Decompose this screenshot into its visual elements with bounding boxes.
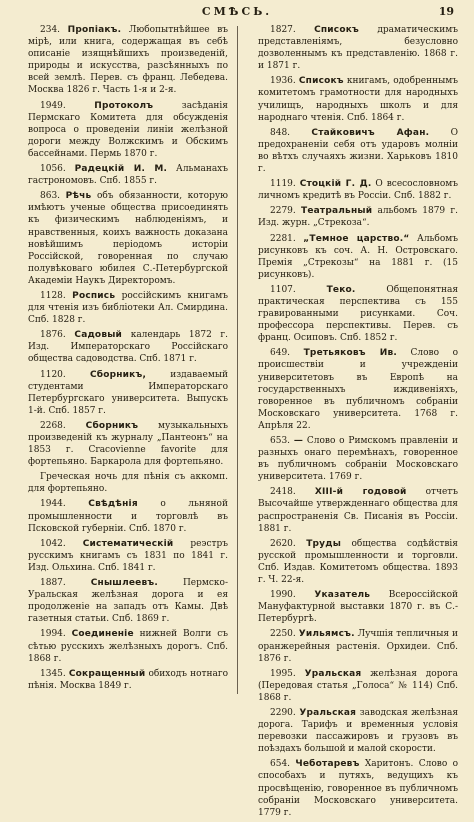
entry-number: 653. (270, 436, 291, 446)
entry-number: 1120. (40, 369, 66, 380)
left-column (28, 24, 228, 695)
entry-text: реэстръ русскимъ книгамъ съ 1831 по 1841 г. Изд. Ольхина. Спб. 1841 г. (28, 538, 228, 573)
entry-heading: XIII-й годовой (314, 487, 407, 498)
catalog-entry (258, 284, 458, 344)
catalog-entry (28, 329, 228, 365)
entry-text: издаваемый студентами Императорскаго Петербургскаго университета. Выпускъ 1-й. Спб. 1857 г. (28, 369, 228, 416)
catalog-entry (28, 498, 228, 534)
entry-heading: Списокъ (314, 25, 359, 35)
entry-text: Всероссійской Мануфактурной выставки 1870 г. въ С.-Петербургѣ. (258, 590, 458, 625)
catalog-entry (28, 628, 228, 664)
entry-number: 1119. (270, 179, 296, 190)
entry-heading: Сборникъ, (89, 369, 147, 380)
entry-heading: Систематическій (82, 538, 174, 549)
catalog-entry (258, 628, 458, 664)
entry-heading: Списокъ (298, 76, 344, 87)
entry-number: 1107. (270, 284, 296, 295)
entry-heading: „Темное царство.“ (303, 233, 410, 244)
entry-heading: Уильямсъ. (298, 629, 355, 640)
entry-heading: Сборникъ (85, 420, 139, 431)
entry-heading: Сокращенный (68, 668, 146, 679)
entry-heading: — (293, 436, 304, 446)
entry-number: 1994. (40, 629, 66, 640)
entry-text: о льняной промышленности и торговлѣ въ Псковской губерніи. Спб. 1870 г. (28, 499, 228, 534)
entry-text: обиходъ нотнаго пѣнія. Москва 1849 г. (28, 668, 228, 691)
entry-heading: Роспись (72, 290, 116, 301)
entry-heading: Указатель (314, 590, 371, 601)
page-title: СМѢСЬ. (201, 5, 273, 18)
entry-number: 2268. (40, 420, 66, 431)
entry-heading: Протоколъ (94, 100, 154, 111)
column-divider (237, 26, 238, 694)
catalog-entry (28, 190, 228, 287)
catalog-entry (258, 233, 458, 281)
catalog-entry (28, 471, 228, 495)
catalog-entry (258, 75, 458, 123)
right-column (258, 24, 458, 822)
catalog-entry (258, 758, 458, 818)
entry-heading: Труды (306, 538, 342, 549)
catalog-entry (258, 589, 458, 625)
catalog-entry (258, 486, 458, 534)
entry-text: музыкальныхъ произведеній къ журналу „Пантеонъ“ на 1853 г. Cracovienne favorite для фортепьяно. Баркарола для фортепьяно. (28, 420, 228, 468)
entry-number: 863. (40, 191, 61, 202)
page-header (0, 5, 474, 21)
entry-number: 1949. (40, 100, 66, 111)
entry-text: О предохраненіи себя отъ ударовъ молніи во вѣтхъ случаяхъ жизни. Харьковъ 1810 г. (258, 127, 458, 175)
entry-number: 1827. (270, 25, 296, 35)
catalog-entry (28, 24, 228, 97)
catalog-entry (258, 435, 458, 483)
entry-number: 2250. (270, 629, 296, 640)
entry-text: Пермско-Уральская желѣзная дорога и ея продолженіе на западъ отъ Камы. Двѣ газетныя статьи. Спб. 1869 г. (28, 578, 228, 625)
catalog-entry (28, 369, 228, 417)
catalog-entry (258, 347, 458, 432)
entry-number: 848. (270, 127, 291, 138)
entry-heading: Радецкій И. М. (74, 164, 168, 175)
entry-heading: Рѣчь (65, 191, 92, 202)
entry-text: Слово о происшествіи и учрежденіи университетовъ въ Европѣ на государственныхъ иждивеніяхъ, говоренное въ публичномъ собраніи Московскаго университета. 1768 г. Апрѣля 22. (258, 348, 458, 431)
entry-heading: Театральный (301, 206, 373, 217)
entry-text: календарь 1872 г. Изд. Императорскаго Россійскаго общества садоводства. Спб. 1871 г. (28, 330, 228, 365)
entry-number: 2290. (270, 707, 296, 718)
entry-heading: Пропіакъ. (67, 25, 122, 35)
entry-number: 1128. (40, 290, 66, 301)
entry-text: заводская желѣзная дорога. Тарифъ и временныя условія перевозки пассажировъ и грузовъ въ поѣздахъ большой и малой скорости. (258, 707, 458, 755)
entry-number: 1995. (270, 668, 296, 679)
entry-text: Слово о Римскомъ правленіи и разныхъ онаго перемѣнахъ, говоренное въ публичномъ собраніи Московскаго университета. 1769 г. (258, 436, 458, 483)
entry-number: 2418. (270, 487, 296, 498)
entry-heading: Чеботаревъ (295, 759, 360, 770)
entry-number: 654. (270, 759, 291, 770)
entry-heading: Уральская (299, 707, 357, 718)
entry-number: 1936. (270, 76, 296, 87)
entry-text: Греческая ночь для пѣнія съ аккомп. для фортепьяно. (28, 472, 228, 495)
catalog-entry (28, 420, 228, 468)
entry-text: объ обязанности, которую имѣютъ ученые общества присоединять къ физическимъ наблюденіямъ, и нравственныя, коихъ важность доказана новѣйшимъ періодомъ исторіи Россійской, говоренная по случаю полувѣковаго юбилея С.-Петербургской Академіи Наукъ Директоромъ. (28, 191, 228, 286)
catalog-entry (28, 538, 228, 574)
entry-number: 234. (40, 25, 61, 35)
catalog-entry (258, 668, 458, 704)
catalog-entry (258, 127, 458, 175)
entry-number: 1056. (40, 164, 66, 175)
entry-text: О всесословномъ личномъ кредитѣ въ Россіи. Спб. 1882 г. (258, 179, 458, 202)
entry-text: нижней Волги съ сѣтью русскихъ желѣзныхъ дорогъ. Спб. 1868 г. (28, 629, 228, 664)
entry-number: 2281. (270, 233, 296, 244)
entry-heading: Стоцкій Г. Д. (299, 179, 372, 190)
entry-text: Альбомъ рисунковъ къ соч. А. Н. Островскаго. Премія „Стрекозы“ на 1881 г. (15 рисунковъ). (258, 233, 458, 280)
catalog-entry (258, 178, 458, 202)
entry-text: Общепонятная практическая перспектива съ 155 гравированными рисунками. Соч. профессора перспективы. Перев. съ франц. Осиповъ. Спб. 1852 г. (258, 284, 458, 344)
entry-text: засѣданія Пермскаго Комитета для обсужденія вопроса о проведеніи линіи желѣзной дороги между Волжскимъ и Обскимъ бассейнами. Пермь 1870 г. (28, 100, 228, 159)
catalog-entry (28, 100, 228, 160)
entry-text: Харитонъ. Слово о способахъ и путяхъ, ведущихъ къ просвѣщенію, говоренное въ публичномъ собраніи Московскаго университета. 1779 г. (258, 759, 458, 818)
entry-heading: Стайковичъ Афан. (311, 127, 430, 138)
catalog-entry (28, 290, 228, 326)
entry-number: 2279. (270, 206, 296, 217)
page-number: 19 (438, 5, 454, 18)
entry-text: драматическимъ представленіямъ, безусловно дозволеннымъ къ представленію. 1868 г. и 1871 г. (258, 25, 458, 72)
entry-text: отчетъ Высочайше утвержденнаго общества для распространенія Св. Писанія въ Россіи. 1881 г. (258, 487, 458, 534)
catalog-entry (28, 668, 228, 692)
entry-text: книгамъ, одобреннымъ комитетомъ грамотности для народныхъ училищъ, народныхъ школъ и для народнаго чтенія. Спб. 1864 г. (258, 76, 458, 123)
entry-number: 1042. (40, 538, 66, 549)
catalog-entry (258, 205, 458, 229)
entry-number: 1887. (40, 578, 66, 589)
entry-heading: Снышлеевъ. (90, 578, 158, 589)
entry-number: 649. (270, 348, 291, 359)
entry-number: 1990. (270, 590, 296, 601)
entry-number: 1876. (40, 330, 66, 341)
entry-heading: Уральская (304, 668, 362, 679)
catalog-entry (258, 707, 458, 755)
entry-text: россійскимъ книгамъ для чтенія изъ библіотеки Ал. Смирдина. Спб. 1828 г. (28, 290, 228, 326)
entry-heading: Свѣдѣнія (88, 499, 138, 510)
catalog-entry (28, 577, 228, 625)
entry-text: Альманахъ гастрономовъ. Спб. 1855 г. (28, 164, 228, 187)
entry-text: общества содѣйствія русской промышленности и торговли. Спб. Издав. Комитетомъ общества. 1893 г. Ч. 22-я. (258, 538, 458, 586)
entry-heading: Садовый (74, 330, 123, 341)
entry-number: 1944. (40, 499, 66, 510)
entry-text: Лучшія тепличныя и оранжерейныя растенія. Орхидеи. Спб. 1876 г. (258, 629, 458, 664)
entry-number: 1345. (40, 668, 66, 679)
catalog-entry (28, 163, 228, 187)
catalog-entry (258, 24, 458, 72)
entry-text: Любопытнѣйшее въ мірѣ, или книга, содержащая въ себѣ описаніе изящнѣйшихъ произведеній, природы и искусства, разсѣянныхъ по всей землѣ. Перев. съ франц. Лебедева. Москва 1826 г. Часть 1-я и 2-я. (28, 25, 228, 96)
entry-text: желѣзная дорога (Передовая статья „Голоса“ № 114) Спб. 1868 г. (258, 668, 458, 703)
entry-heading: Третьяковъ Ив. (303, 348, 397, 359)
entry-heading: Соединеніе (71, 629, 134, 640)
entry-heading: Теко. (326, 284, 356, 295)
catalog-entry (258, 538, 458, 586)
entry-number: 2620. (270, 538, 296, 549)
entry-text: альбомъ 1879 г. Изд. журн. „Стрекоза“. (258, 206, 458, 229)
